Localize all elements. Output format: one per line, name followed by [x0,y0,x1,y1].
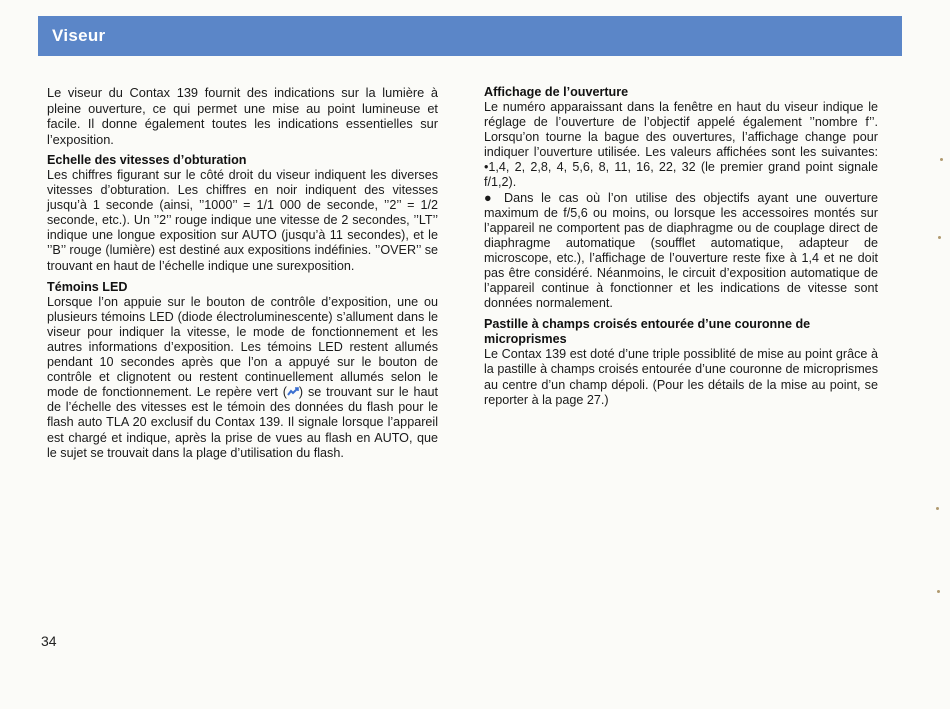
flash-mark-icon [287,386,299,396]
right-column [484,85,878,408]
bullet-dot-icon: ● [484,190,492,205]
left-column [47,85,438,461]
aperture-bullet-paragraph [484,191,878,312]
led-indicators-text [47,295,438,461]
led-text-part-1: Lorsque l’on appuie sur le bouton de contrôle d’exposition, une ou plusieurs témoins LED (diode électroluminescente) s’allument dans le viseur pour indiquer la vitesse, le mode de fonctionnement et les autres informations d’exposition. Les témoins LED restent allumés pendant 10 secondes après que l’on a appuyé sur le bouton de contrôle et clignotent ou restent continuellement allumés selon le mode de fonctionnement. Le repère vert ( [47,294,438,400]
section-title: Viseur [52,26,106,45]
paper-speck [937,590,940,593]
intro-paragraph: Le viseur du Contax 139 fournit des indications sur la lumière à pleine ouverture, ce qui permet une mise au point lumineuse et facile. Il donne également toutes les indications essentielles sur l’exposition. [47,85,438,147]
led-indicators-heading: Témoins LED [47,279,128,294]
focusing-screen-heading: Pastille à champs croisés entourée d’une couronne de microprismes [484,317,811,347]
paper-speck [936,507,939,510]
paper-speck [940,158,943,161]
aperture-display-text: Le numéro apparaissant dans la fenêtre en haut du viseur indique le réglage de l’ouverture de l’objectif appelé également ’’nombre f’’. Lorsqu’on tourne la bague des ouvertures, l’affichage change pour indiquer l’ouverture utilisée. Les valeurs affichées sont les suivantes: •1,4, 2, 2,8, 4, 5,6, 8, 11, 16, 22, 32 (le premier grand point signale f/1,2). [484,100,878,190]
paper-speck [938,236,941,239]
shutter-speed-scale-heading: Echelle des vitesses d’obturation [47,153,247,167]
focusing-screen-text: Le Contax 139 est doté d’une triple possiblité de mise au point grâce à la pastille à champs croisés entourée d’une couronne de microprismes au centre d’un champ dépoli. (Pour les détails de la mise au point, se reporter à la page 27.) [484,347,878,407]
shutter-speed-scale-text: Les chiffres figurant sur le côté droit du viseur indiquent les diverses vitesses d’obturation. Les chiffres en noir indiquent des vitesses jusqu’à 1 seconde (ainsi, ’’1000’’ = 1/1 000 de seconde, ’’2’’ = 1/2 seconde, etc.). Un ’’2’’ rouge indique une vitesse de 2 secondes, ’’LT’’ indique une longue exposition sur AUTO (jusqu’à 11 secondes), et le ’’B’’ rouge (lumière) est destiné aux expositions indéfinies. ’’OVER’’ se trouvant en haut de l’échelle indique une surexposition. [47,168,438,273]
aperture-display-heading: Affichage de l’ouverture [484,85,629,99]
aperture-bullet-text: Dans le cas où l’on utilise des objectifs ayant une ouverture maximum de f/5,6 ou moins, ou lorsque les accessoires montés sur l’appareil ne comportent pas de diaphragme ou de couplage direct de diaphragme automatique (soufflet automatique, adapteur de microscope, etc.), l’affichage de l’ouverture reste fixe à 1,4 et ne doit pas être considéré. Néanmoins, le circuit d’exposition automatique de l’appareil continue à fonctionner et les indications de vitesse sont données normalement. [484,190,878,311]
led-text-part-2: ) se trouvant sur le haut de l’échelle des vitesses est le témoin des données du flash pour le flash auto TLA 20 exclusif du Contax 139. Il signale lorsque l’appareil est chargé et indique, après la prise de vues au flash en AUTO, que le sujet se trouvait dans la plage d’utilisation du flash. [47,385,438,460]
page-number: 34 [41,633,57,649]
section-header-band [38,16,902,56]
